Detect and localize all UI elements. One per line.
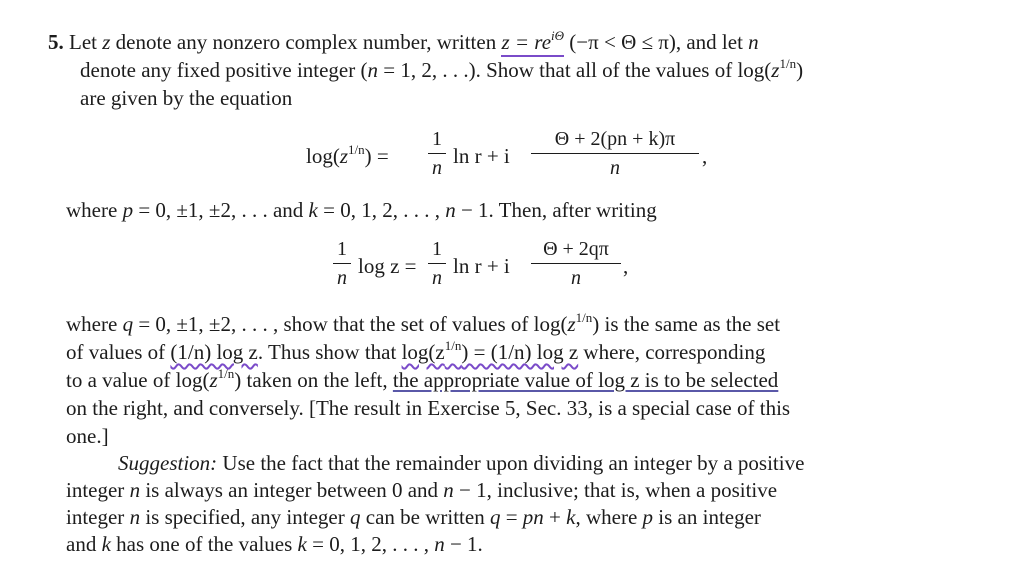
- text: = 1, 2, . . .). Show that all of the values of log(: [378, 58, 772, 82]
- suggestion-line-1: Suggestion: Use the fact that the remainder upon dividing an integer by a positive: [118, 451, 805, 475]
- eq1-end: ,: [702, 144, 708, 168]
- problem-line-1: [48, 30, 759, 54]
- text: (−π < Θ ≤ π), and let: [564, 30, 749, 54]
- text: denote any nonzero complex number, written: [110, 30, 502, 54]
- problem-line-3: are given by the equation: [80, 86, 293, 110]
- text: Let: [63, 30, 103, 54]
- problem-number: 5.: [48, 30, 64, 54]
- polar-form-underlined: $z = re^{i\Theta}$: [501, 30, 564, 57]
- problem-line-5: where q = 0, ±1, ±2, . . . , show that the set of values of $\log(z^{1/n})$ is the same as the set: [66, 310, 781, 336]
- underlined-expression: (1/n) log z: [170, 340, 258, 364]
- suggestion-line-4: and k has one of the values k = 0, 1, 2, . . . , n − 1.: [66, 532, 483, 556]
- problem-line-2: [80, 58, 803, 82]
- equation-1: [0, 120, 1024, 192]
- eq2-lhs: log z =: [358, 254, 417, 278]
- eq2-end: ,: [623, 254, 629, 278]
- var-z: z: [771, 58, 780, 82]
- var-n: n: [367, 58, 378, 82]
- var-n: n: [748, 30, 759, 54]
- eq2-fraction-0: 1 n: [333, 238, 351, 289]
- var-z: z: [102, 30, 111, 54]
- eq1-fraction-2: Θ + 2(pn + k)π n: [531, 128, 699, 179]
- eq2-middle: ln r + i: [453, 254, 510, 278]
- problem-line-4: where p = 0, ±1, ±2, . . . and k = 0, 1, 2, . . . , n − 1. Then, after writing: [66, 198, 657, 222]
- problem-line-9: one.]: [66, 424, 109, 448]
- eq1-lhs: $\log(z^{1/n})$ =: [306, 142, 389, 168]
- problem-line-7: to a value of $\log(z^{1/n})$ taken on the left, the appropriate value of log z is to be selected: [66, 366, 779, 392]
- equation-2: [0, 230, 1024, 302]
- eq1-fraction-1: 1 n: [428, 128, 446, 179]
- suggestion-line-2: integer n is always an integer between 0 and n − 1, inclusive; that is, when a positive: [66, 478, 778, 502]
- problem-line-8: on the right, and conversely. [The result in Exercise 5, Sec. 33, is a special case of this: [66, 396, 791, 420]
- exponent: 1/n: [779, 56, 797, 71]
- underlined-phrase: the appropriate value of log z is to be selected: [392, 368, 779, 392]
- text: ): [796, 58, 804, 82]
- suggestion-line-3: integer n is specified, any integer q can be written q = pn + k, where p is an integer: [66, 505, 761, 529]
- eq1-middle: ln r + i: [453, 144, 510, 168]
- eq2-fraction-2: Θ + 2qπ n: [531, 238, 621, 289]
- underlined-equation: $\log(z^{1/n}) = (1/n)$ log z: [401, 338, 579, 364]
- problem-line-6: of values of (1/n) log z. Thus show that $\log(z^{1/n}) = (1/n)$ log z where, corresponding: [66, 338, 766, 364]
- eq2-fraction-1: 1 n: [428, 238, 446, 289]
- suggestion-label: Suggestion:: [118, 451, 218, 475]
- text: denote any fixed positive integer (: [80, 58, 368, 82]
